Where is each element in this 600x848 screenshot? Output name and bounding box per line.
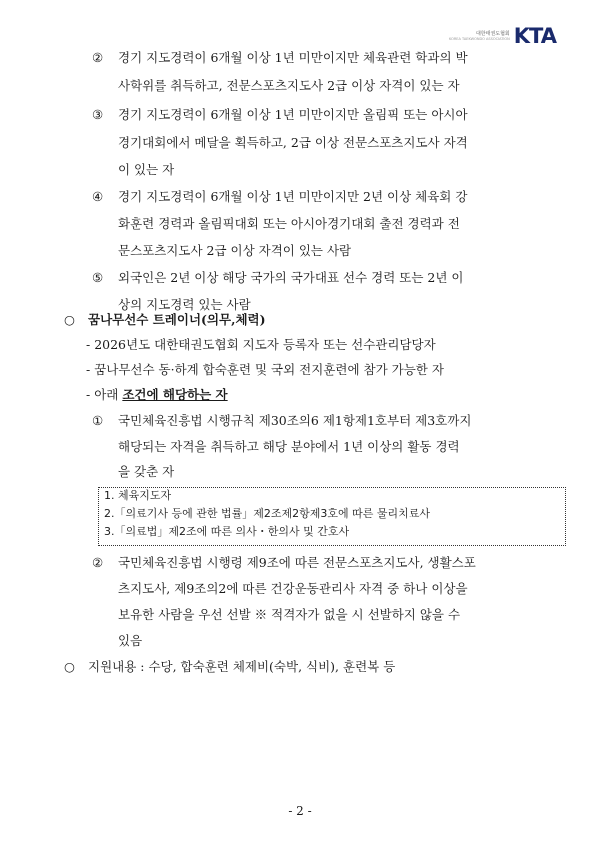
item-text: 외국인은 2년 이상 해당 국가의 국가대표 선수 경력 또는 2년 이 [118, 270, 464, 285]
section-trainer-heading [64, 312, 266, 328]
logo-org-name-en: KOREA TAEKWONDO ASSOCIATION [448, 36, 510, 41]
support-text: 지원내용 : 수당, 합숙훈련 체제비(숙박, 식비), 훈련복 등 [88, 659, 396, 674]
item-5-line-1 [92, 270, 463, 286]
item-4-line-1 [92, 189, 467, 205]
item-3-line-1 [92, 107, 468, 123]
item-number: ① [92, 413, 104, 428]
kta-logo [449, 24, 556, 48]
logo-org-name [449, 31, 510, 41]
item-3-line-3: 이 있는 자 [118, 162, 175, 177]
item-number: ⑤ [92, 270, 104, 285]
item-3-line-2: 경기대회에서 메달을 획득하고, 2급 이상 전문스포츠지도사 자격 [118, 135, 468, 150]
item-text: 국민체육진흥법 시행규칙 제30조의6 제1항제1호부터 제3호까지 [118, 413, 472, 428]
circle-bullet-icon: ○ [64, 659, 75, 674]
trainer-detail-1: - 2026년도 대한태권도협회 지도자 등록자 또는 선수관리담당자 [86, 337, 436, 352]
item-text: 국민체육진흥법 시행령 제9조에 따른 전문스포츠지도사, 생활스포 [118, 555, 476, 570]
circle-bullet-icon: ○ [64, 312, 75, 327]
condition-1-line-2: 해당되는 자격을 취득하고 해당 분야에서 1년 이상의 활동 경력 [118, 439, 460, 454]
item-text: 경기 지도경력이 6개월 이상 1년 미만이지만 올림픽 또는 아시아 [118, 107, 468, 122]
condition-2-line-4: 있음 [118, 633, 143, 648]
item-2-line-2: 사학위를 취득하고, 전문스포츠지도사 2급 이상 자격이 있는 자 [118, 78, 460, 93]
condition-1-line-1 [92, 413, 471, 429]
logo-mark: KTA [513, 24, 556, 48]
condition-2-line-1 [92, 555, 476, 571]
item-4-line-2: 화훈련 경력과 올림픽대회 또는 아시아경기대회 출전 경력과 전 [118, 216, 460, 231]
item-number: ④ [92, 189, 104, 204]
item-5-line-2: 상의 지도경력 있는 사람 [118, 297, 251, 312]
condition-2-line-3: 보유한 사람을 우선 선발 ※ 적격자가 없을 시 선발하지 않을 수 [118, 607, 461, 622]
box-line-1: 1. 체육지도자 [104, 489, 172, 502]
trainer-detail-3 [86, 387, 228, 403]
section-title: 꿈나무선수 트레이너(의무,체력) [88, 312, 266, 327]
trainer-detail-2: - 꿈나무선수 동·하계 합숙훈련 및 국외 전지훈련에 참가 가능한 자 [86, 362, 444, 377]
item-number: ② [92, 555, 104, 570]
item-number: ③ [92, 107, 104, 122]
emphasis-text: 조건에 해당하는 자 [122, 387, 228, 402]
box-line-3: 3.「의료법」제2조에 따른 의사・한의사 및 간호사 [104, 525, 350, 538]
support-line [64, 659, 395, 675]
condition-2-line-2: 츠지도사, 제9조의2에 따른 건강운동관리사 자격 중 하나 이상을 [118, 581, 468, 596]
item-number: ② [92, 50, 104, 65]
detail-prefix: - 아래 [86, 387, 123, 402]
item-text: 경기 지도경력이 6개월 이상 1년 미만이지만 체육관련 학과의 박 [118, 50, 468, 65]
item-4-line-3: 문스포츠지도사 2급 이상 자격이 있는 사람 [118, 243, 352, 258]
item-text: 경기 지도경력이 6개월 이상 1년 미만이지만 2년 이상 체육회 강 [118, 189, 468, 204]
logo-org-name-ko: 대한태권도협회 [475, 30, 510, 37]
page-number: - 2 - [288, 804, 312, 818]
item-2-line-1 [92, 50, 468, 66]
condition-1-line-3: 을 갖춘 자 [118, 464, 175, 479]
box-line-2: 2.「의료기사 등에 관한 법률」제2조제2항제3호에 따른 물리치료사 [104, 507, 430, 520]
